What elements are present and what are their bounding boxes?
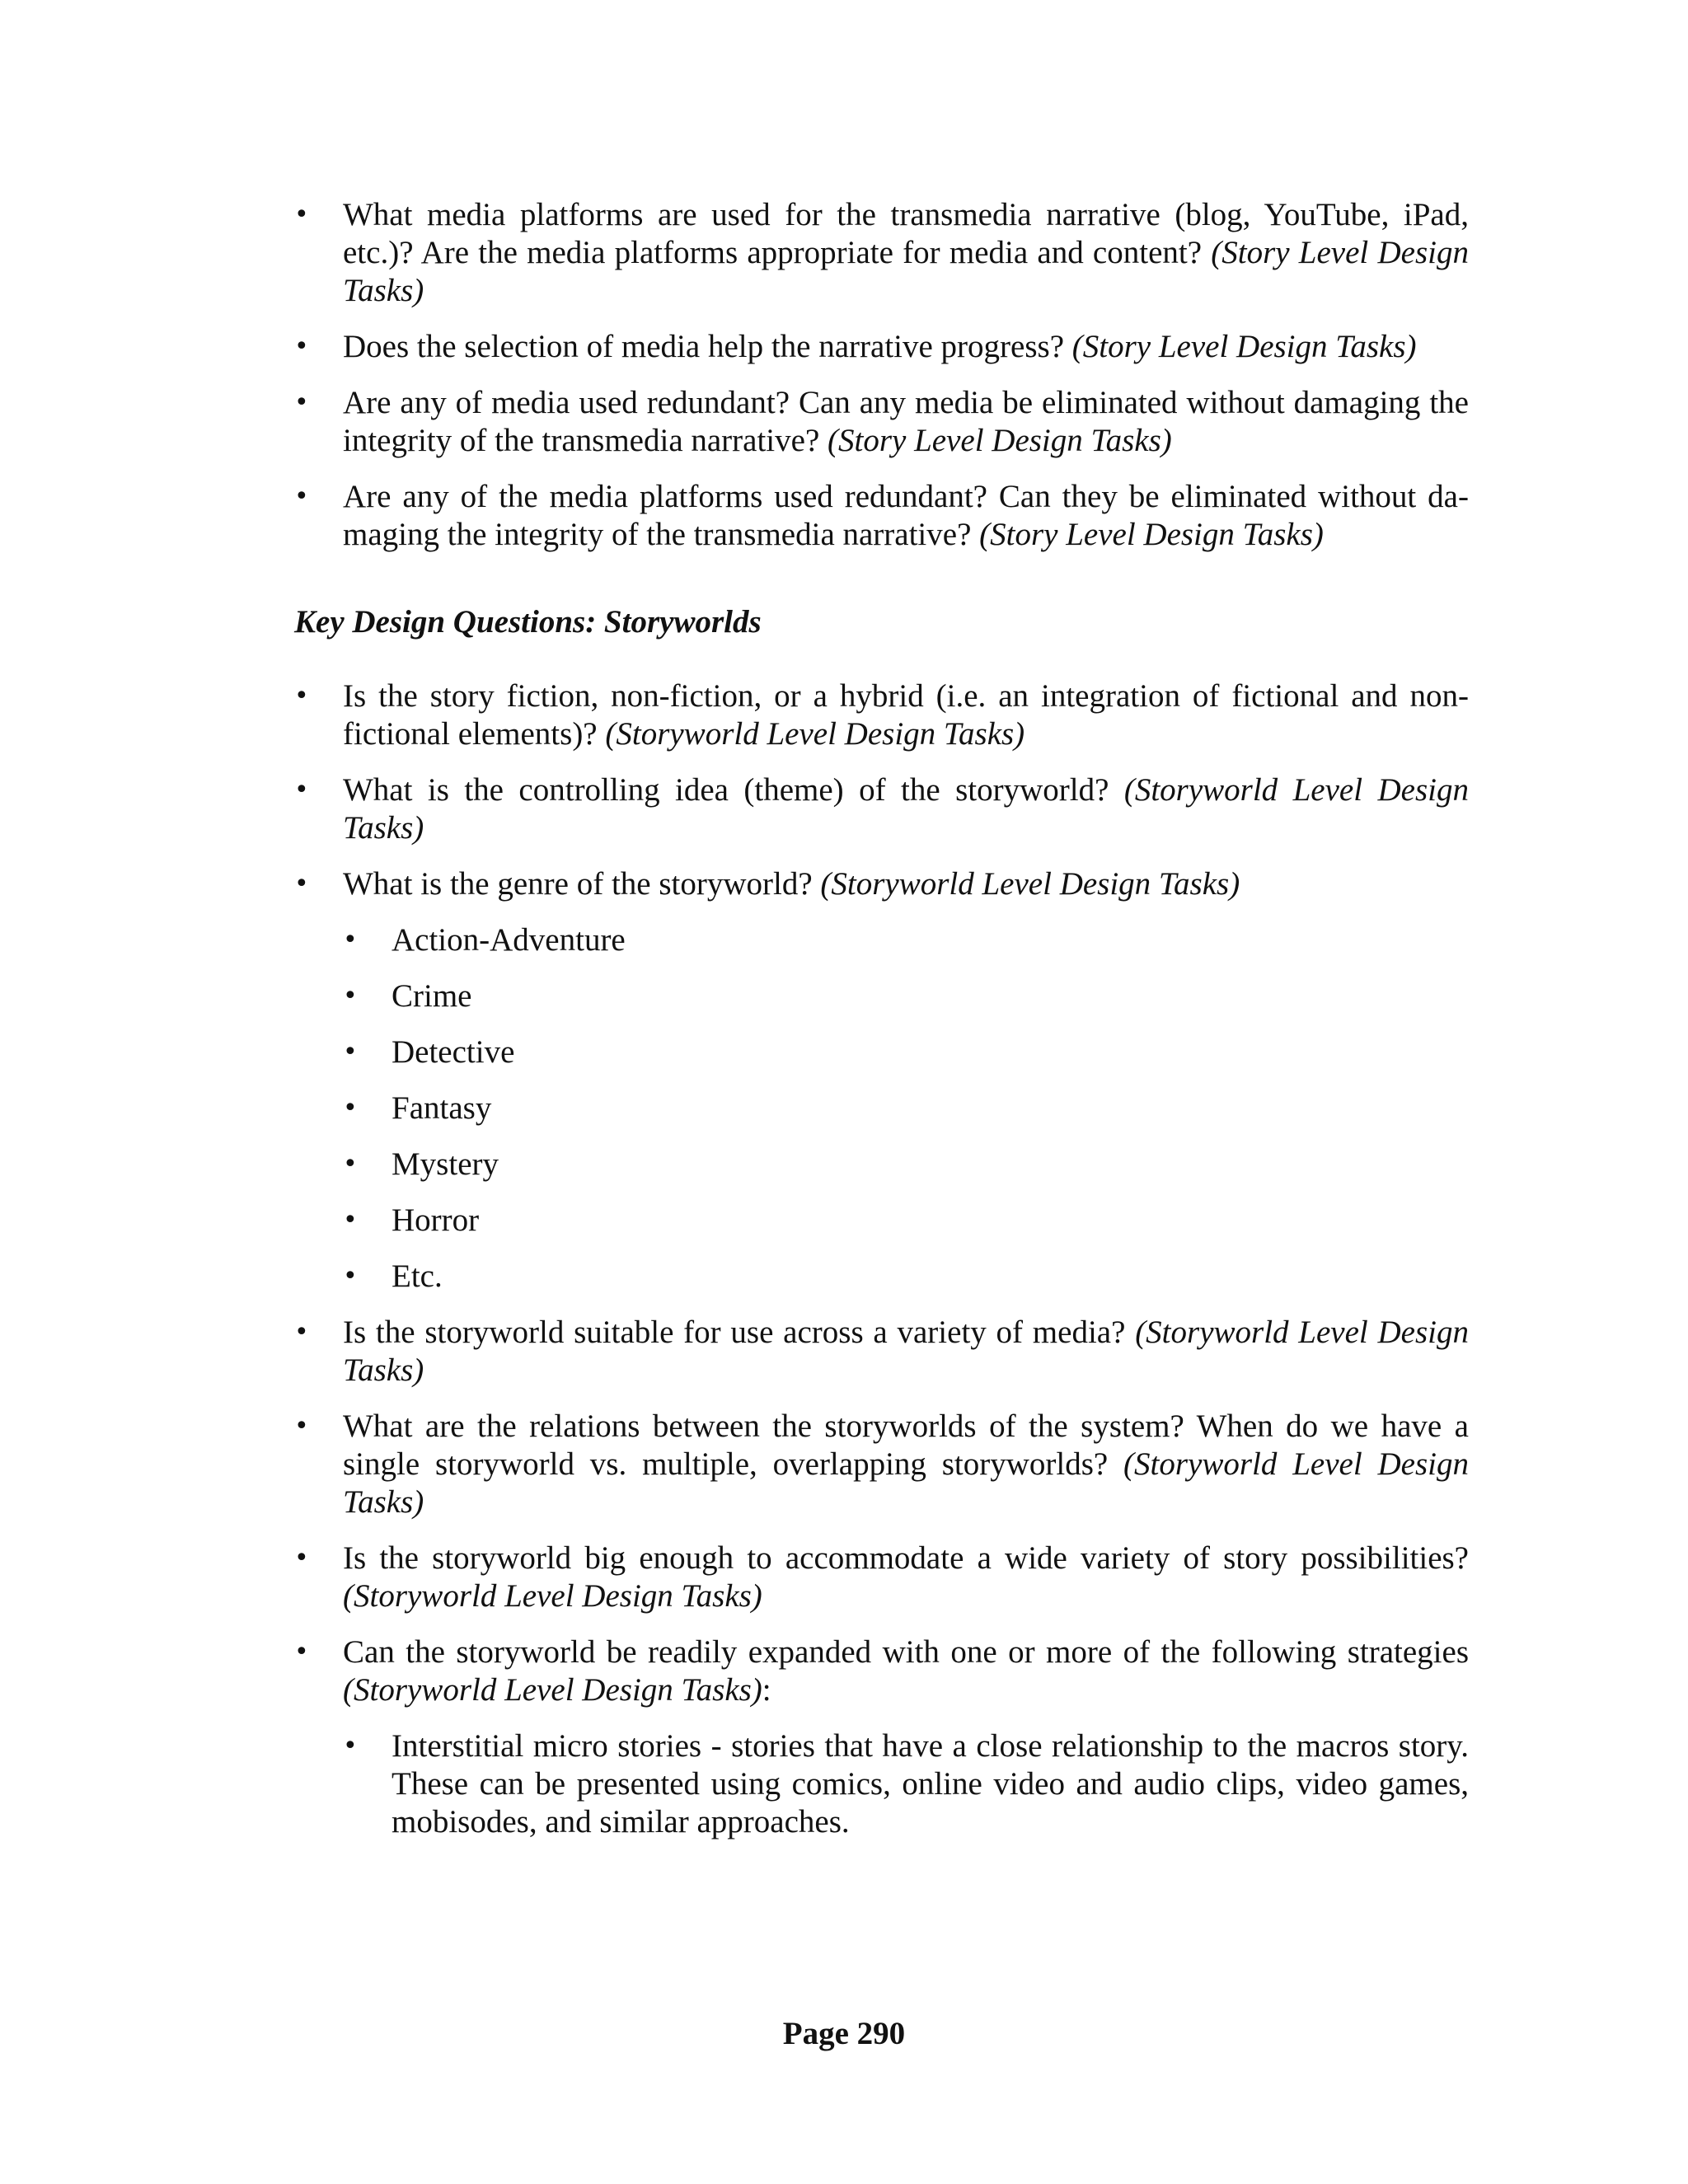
item-text: What is the genre of the storyworld? — [343, 866, 821, 902]
item-tag: (Storyworld Level Design Tasks) — [343, 1672, 762, 1708]
item-text: What are the relations between the storyworlds of the system? When do we have a single storyworld vs. multiple, overlapping storyworlds? — [343, 1408, 1469, 1482]
item-tag: (Storyworld Level Design Tasks) — [343, 1578, 762, 1614]
item-suffix: : — [762, 1672, 771, 1708]
genre-item: • Detective — [343, 1033, 1469, 1071]
list-item — [294, 196, 1469, 310]
strategy-item: • Interstitial micro stories - stories that have a close relationship to the macros story. These can be presented using comics, online video and audio clips, video games, mobisodes, and similar approaches. — [343, 1727, 1469, 1841]
item-tag: (Storyworld Level Design Tasks) — [343, 1315, 1470, 1388]
list-item — [294, 865, 1469, 1296]
list-item — [294, 328, 1469, 366]
list-item — [294, 384, 1469, 460]
section-heading: Key Design Questions: Storyworlds — [294, 604, 762, 640]
item-text: What media platforms are used for the transmedia narrative (blog, YouTube, iPad, etc.)? Are the media platforms appropriate for media and content? — [343, 197, 1469, 270]
item-text: Are any of media used redundant? Can any media be eliminated without damaging the integrity of the transmedia narrative? — [343, 385, 1469, 458]
genre-item: • Mystery — [343, 1146, 1469, 1183]
list-item — [294, 1314, 1469, 1390]
item-text: Is the story fiction, non-fiction, or a hybrid (i.e. an integration of fictional and non-fictional elements)? — [343, 678, 1469, 752]
page-number: Page 290 — [782, 2016, 906, 2051]
list-item — [294, 1408, 1469, 1521]
list-item — [294, 677, 1469, 753]
item-text: Are any of the media platforms used redundant? Can they be eliminated without damaging the integrity of the transmedia narrative? — [343, 479, 1469, 552]
genre-item: • Etc. — [343, 1258, 1469, 1296]
page-content — [294, 196, 1469, 1859]
genre-item: • Crime — [343, 977, 1469, 1015]
item-tag: (Story Level Design Tasks) — [828, 423, 1172, 458]
item-tag: (Storyworld Level Design Tasks) — [820, 866, 1240, 902]
item-text: Is the storyworld suitable for use across a variety of media? — [343, 1315, 1136, 1350]
item-text: Is the storyworld big enough to accommodate a wide variety of story possibilities? — [343, 1540, 1469, 1576]
strategy-list — [343, 1727, 1469, 1841]
item-tag: (Story Level Design Tasks) — [979, 517, 1324, 552]
item-text: What is the controlling idea (theme) of the storyworld? — [343, 772, 1124, 808]
list-item — [294, 1540, 1469, 1615]
item-tag: (Storyworld Level Design Tasks) — [343, 1446, 1469, 1520]
list-item — [294, 478, 1469, 554]
item-tag: (Storyworld Level Design Tasks) — [343, 772, 1469, 846]
genre-item: • Action-Adventure — [343, 921, 1469, 959]
storyworld-questions-list — [294, 677, 1469, 1841]
item-text: Does the selection of media help the narrative progress? — [343, 329, 1072, 364]
item-tag: (Story Level Design Tasks) — [1071, 329, 1417, 364]
media-questions-list — [294, 196, 1469, 554]
item-tag: (Storyworld Level Design Tasks) — [605, 716, 1025, 752]
genre-list — [343, 921, 1469, 1296]
item-tag: (Story Level Design Tasks) — [343, 235, 1469, 308]
genre-item: • Horror — [343, 1202, 1469, 1240]
list-item — [294, 1633, 1469, 1841]
list-item — [294, 771, 1469, 847]
item-text: Can the storyworld be readily expanded with one or more of the following strategies — [343, 1634, 1469, 1670]
genre-item: • Fantasy — [343, 1090, 1469, 1127]
